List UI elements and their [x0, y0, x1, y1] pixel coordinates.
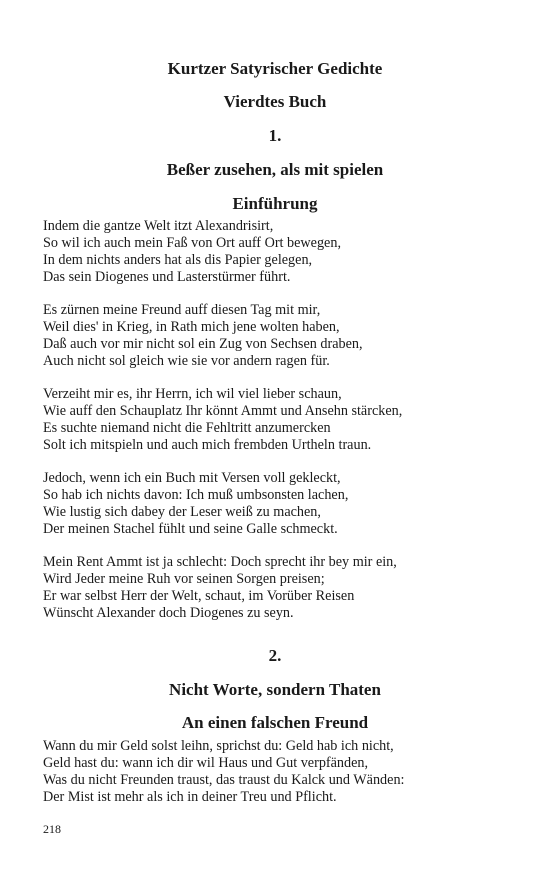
poem-number: 1. [268, 126, 282, 145]
verse-line: Mein Rent Ammt ist ja schlecht: Doch sprecht ihr bey mir ein, [43, 554, 397, 570]
poem-number: 2. [268, 646, 282, 665]
poem-subtitle: Einführung [232, 194, 318, 213]
verse-line: So hab ich nichts davon: Ich muß umbsonsten lachen, [43, 487, 349, 503]
verse-line: Indem die gantze Welt itzt Alexandrisirt, [43, 218, 274, 234]
verse-line: Was du nicht Freunden traust, das traust du Kalck und Wänden: [43, 772, 405, 788]
verse-line: So wil ich auch mein Faß von Ort auff Ort bewegen, [43, 235, 341, 251]
stanza [43, 738, 404, 806]
book-title: Kurtzer Satyrischer Gedichte [167, 59, 383, 78]
poem-title: Nicht Worte, sondern Thaten [169, 680, 381, 699]
verse-line: Jedoch, wenn ich ein Buch mit Versen voll gekleckt, [43, 470, 341, 486]
verse-line: Weil dies' in Krieg, in Rath mich jene wolten haben, [43, 319, 340, 335]
verse-line: Geld hast du: wann ich dir wil Haus und Gut verpfänden, [43, 755, 369, 771]
verse-line: Wünscht Alexander doch Diogenes zu seyn. [43, 605, 294, 621]
verse-line: Es suchte niemand nicht die Fehltritt anzumercken [43, 420, 331, 436]
book-subtitle: Vierdtes Buch [223, 92, 327, 111]
verse-line: Wie lustig sich dabey der Leser weiß zu machen, [43, 504, 321, 520]
verse-line: Auch nicht sol gleich wie sie vor andern ragen für. [43, 353, 330, 369]
verse-line: Der Mist ist mehr als ich in deiner Treu und Pflicht. [43, 789, 337, 805]
verse-line: Er war selbst Herr der Welt, schaut, im Vorüber Reisen [43, 588, 355, 604]
poem-subtitle: An einen falschen Freund [181, 713, 369, 732]
stanza [43, 386, 402, 454]
poem-title: Beßer zusehen, als mit spielen [166, 160, 384, 179]
verse-line: Wie auff den Schauplatz Ihr könnt Ammt und Ansehn stärcken, [43, 403, 403, 419]
verse-line: Wird Jeder meine Ruh vor seinen Sorgen preisen; [43, 571, 325, 587]
verse-line: Solt ich mitspieln und auch mich frembden Urtheln traun. [43, 437, 372, 453]
verse-line: Es zürnen meine Freund auff diesen Tag mit mir, [43, 302, 321, 318]
verse-line: Verzeiht mir es, ihr Herrn, ich wil viel lieber schaun, [43, 386, 342, 402]
verse-line: In dem nichts anders hat als dis Papier gelegen, [43, 252, 313, 268]
page-number: 218 [43, 822, 61, 836]
stanza [43, 218, 341, 286]
verse-line: Wann du mir Geld solst leihn, sprichst du: Geld hab ich nicht, [43, 738, 394, 754]
verse-line: Der meinen Stachel fühlt und seine Galle schmeckt. [43, 521, 338, 537]
stanza [43, 302, 363, 370]
stanza [43, 470, 348, 538]
verse-line: Das sein Diogenes und Lasterstürmer führt. [43, 269, 291, 285]
stanza [43, 554, 397, 622]
verse-line: Daß auch vor mir nicht sol ein Zug von Sechsen draben, [43, 336, 363, 352]
